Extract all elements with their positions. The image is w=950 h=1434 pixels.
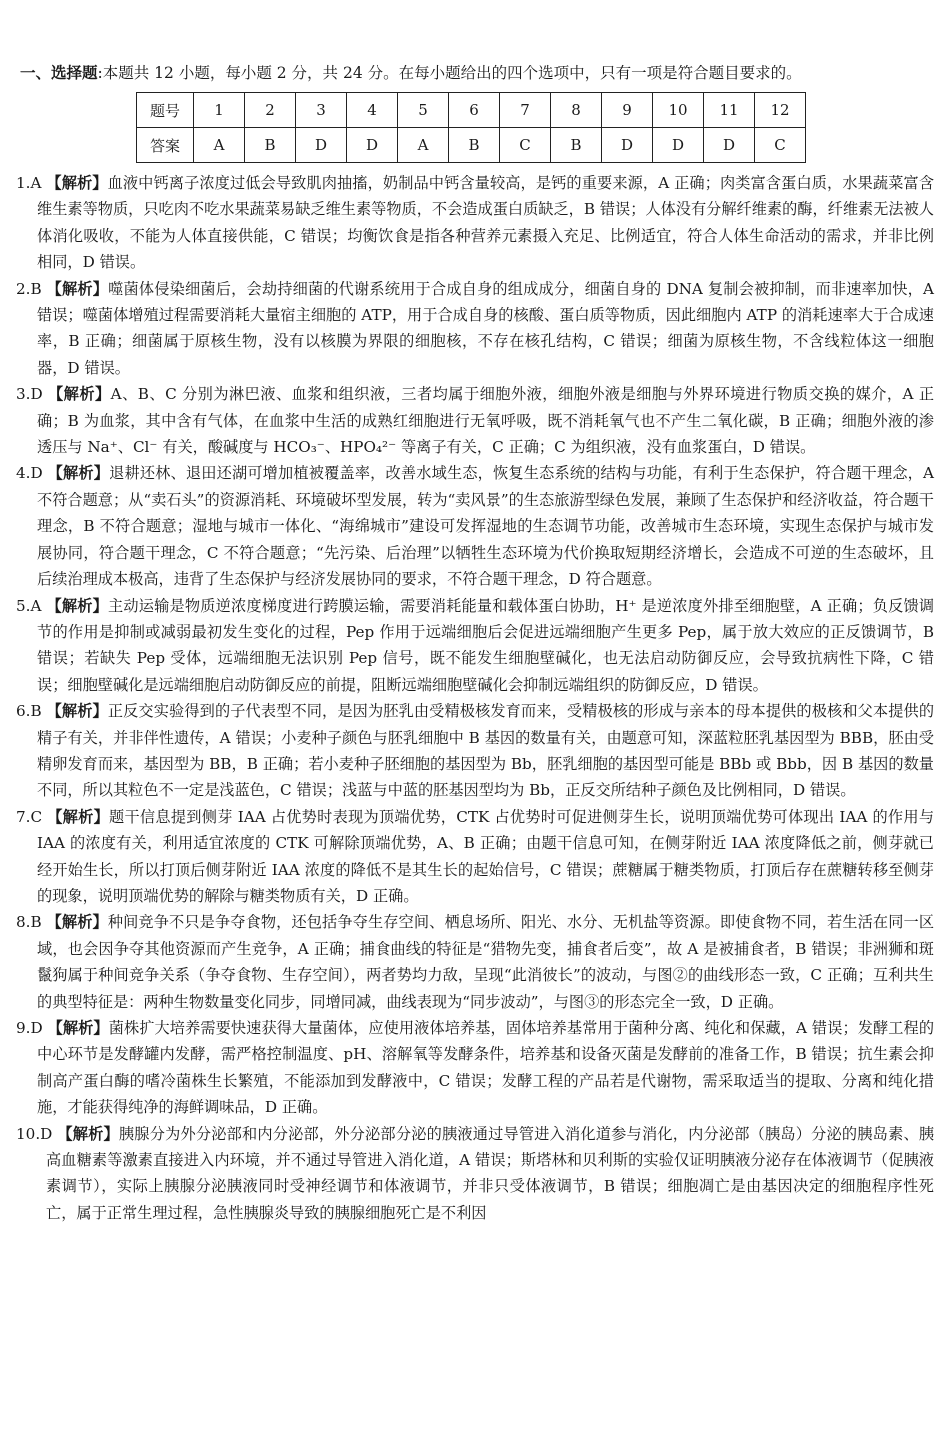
- row-label-question-number: 题号: [137, 93, 194, 128]
- answer-cell: D: [602, 128, 653, 163]
- analysis-tag: 【解析】: [46, 913, 108, 932]
- item-number: 1.A: [16, 174, 42, 192]
- answer-cell: D: [704, 128, 755, 163]
- analysis-tag: 【解析】: [47, 807, 110, 826]
- answer-cell: B: [449, 128, 500, 163]
- question-number-cell: 8: [551, 93, 602, 128]
- question-number-cell: 4: [347, 93, 398, 128]
- answer-row: [137, 128, 806, 163]
- explanation-text: 退耕还林、退田还湖可增加植被覆盖率，改善水域生态，恢复生态系统的结构与功能，有利于生态保护，符合题干理念，A 不符合题意；从“卖石头”的资源消耗、环境破坏型发展，转为“卖风景”的生态旅游型绿色发展，兼顾了生态保护和经济收益，符合题干理念，B 不符合题意；湿地与城市一体化、“海绵城市”建设可发挥湿地的生态调节功能，改善城市生态环境，实现生态保护与城市发展协同，符合题干理念，C 不符合题意；“先污染、后治理”以牺牲生态环境为代价换取短期经济增长，会造成不可逆的生态破坏，且后续治理成本极高，违背了生态保护与经济发展协同的要求，不符合题干理念，D 符合题意。: [37, 464, 935, 589]
- analysis-tag: 【解析】: [57, 1124, 119, 1143]
- section-lead: 一、选择题: [20, 63, 98, 82]
- answer-cell: D: [296, 128, 347, 163]
- explanation-item-7: [16, 804, 934, 910]
- item-number: 2.B: [16, 279, 42, 298]
- section-heading: [20, 62, 802, 84]
- explanation-text: A、B、C 分别为淋巴液、血浆和组织液，三者均属于细胞外液，细胞外液是细胞与外界环境进行物质交换的媒介，A 正确；B 为血浆，其中含有气体，在血浆中生活的成熟红细胞进行无氧呼吸，既不消耗氧气也不产生二氧化碳，B 正确；细胞外液的渗透压与 Na⁺、Cl⁻ 有关，酸碱度与 HCO₃⁻、HPO₄²⁻ 等离子有关，C 正确；C 为组织液，没有血浆蛋白，D 错误。: [37, 385, 935, 457]
- answer-cell: D: [347, 128, 398, 163]
- item-number: 10.D: [16, 1124, 53, 1143]
- explanation-list: [16, 170, 934, 1226]
- answer-cell: C: [755, 128, 806, 163]
- analysis-tag: 【解析】: [47, 464, 110, 483]
- explanation-item-4: [16, 460, 934, 592]
- explanation-text: 主动运输是物质逆浓度梯度进行跨膜运输，需要消耗能量和载体蛋白协助，H⁺ 是逆浓度外排至细胞壁，A 正确；负反馈调节的作用是抑制或减弱最初发生变化的过程，Pep 作用于远端细胞后会促进远端细胞产生更多 Pep，属于放大效应的正反馈调节，B 错误；若缺失 Pep 受体，远端细胞无法识别 Pep 信号，既不能发生细胞壁碱化，也无法启动防御反应，会导致抗病性下降，C 错误；细胞壁碱化是远端细胞启动防御反应的前提，阻断远端细胞壁碱化会抑制远端组织的防御反应，D 错误。: [37, 596, 935, 694]
- item-number: 9.D: [16, 1019, 43, 1037]
- question-number-cell: 2: [245, 93, 296, 128]
- explanation-item-8: [16, 909, 934, 1015]
- answer-cell: A: [194, 128, 245, 163]
- explanation-text: 菌株扩大培养需要快速获得大量菌体，应使用液体培养基，固体培养基常用于菌种分离、纯化和保藏，A 错误；发酵工程的中心环节是发酵罐内发酵，需严格控制温度、pH、溶解氧等发酵条件，培养基和设备灭菌是发酵前的准备工作，B 错误；抗生素会抑制高产蛋白酶的嗜冷菌株生长繁殖，不能添加到发酵液中，C 错误；发酵工程的产品若是代谢物，需采取适当的提取、分离和纯化措施，才能获得纯净的海鲜调味品，D 正确。: [37, 1019, 935, 1117]
- row-label-answer: 答案: [137, 128, 194, 163]
- question-number-cell: 9: [602, 93, 653, 128]
- item-number: 6.B: [16, 702, 42, 721]
- question-number-cell: 5: [398, 93, 449, 128]
- answer-cell: C: [500, 128, 551, 163]
- item-number: 8.B: [16, 913, 42, 932]
- page-bottom-edge: [0, 1421, 950, 1434]
- question-number-cell: 7: [500, 93, 551, 128]
- explanation-item-1: [16, 170, 934, 276]
- section-instructions: :本题共 12 小题，每小题 2 分，共 24 分。在每小题给出的四个选项中，只有一项是符合题目要求的。: [97, 64, 802, 82]
- question-number-cell: 6: [449, 93, 500, 128]
- question-number-cell: 10: [653, 93, 704, 128]
- explanation-text: 正反交实验得到的子代表型不同，是因为胚乳由受精极核发育而来，受精极核的形成与亲本的母本提供的极核和父本提供的精子有关，并非伴性遗传，A 错误；小麦种子颜色与胚乳细胞中 B 基因的数量有关，由题意可知，深蓝粒胚乳基因型为 BBB，胚由受精卵发育而来，基因型为 BB，B 正确；若小麦种子胚细胞的基因型为 Bb，胚乳细胞的基因型可能是 BBb 或 Bbb，因 B 基因的数量不同，所以其粒色不一定是浅蓝色，C 错误；浅蓝与中蓝的胚基因型均为 Bb，正反交所结种子颜色及比例相同，D 错误。: [37, 702, 935, 800]
- analysis-tag: 【解析】: [46, 702, 108, 721]
- item-number: 3.D: [16, 385, 43, 404]
- explanation-item-6: [16, 698, 934, 804]
- analysis-tag: 【解析】: [46, 174, 108, 192]
- explanation-text: 种间竞争不只是争夺食物，还包括争夺生存空间、栖息场所、阳光、水分、无机盐等资源。即使食物不同，若生活在同一区域，也会因争夺其他资源而产生竞争，A 正确；捕食曲线的特征是“猎物先变，捕食者后变”，故 A 是被捕食者，B 错误；非洲狮和斑鬣狗属于种间竞争关系（争夺食物、生存空间），两者势均力敌，呈现“此消彼长”的波动，与图②的曲线形态一致，C 正确；互利共生的典型特征是：两种生物数量变化同步，同增同减，曲线表现为“同步波动”，与图③的形态完全一致，D 正确。: [37, 913, 935, 1011]
- answer-cell: B: [245, 128, 296, 163]
- explanation-item-5: [16, 593, 934, 699]
- item-number: 4.D: [16, 464, 43, 483]
- analysis-tag: 【解析】: [47, 1019, 109, 1037]
- question-number-cell: 11: [704, 93, 755, 128]
- explanation-item-2: [16, 276, 934, 382]
- explanation-item-10: [16, 1121, 934, 1227]
- item-number: 7.C: [16, 807, 43, 826]
- explanation-text: 血液中钙离子浓度过低会导致肌肉抽搐，奶制品中钙含量较高，是钙的重要来源，A 正确；肉类富含蛋白质，水果蔬菜富含维生素等物质，只吃肉不吃水果蔬菜易缺乏维生素等物质，不会造成蛋白质缺乏，B 错误；人体没有分解纤维素的酶，纤维素无法被人体消化吸收，不能为人体直接供能，C 错误；均衡饮食是指各种营养元素摄入充足、比例适宜，符合人体生命活动的需求，并非比例相同，D 错误。: [37, 174, 935, 272]
- answer-table: [136, 92, 806, 163]
- explanation-item-3: [16, 381, 934, 460]
- explanation-item-9: [16, 1015, 934, 1121]
- explanation-text: 胰腺分为外分泌部和内分泌部，外分泌部分泌的胰液通过导管进入消化道参与消化，内分泌部（胰岛）分泌的胰岛素、胰高血糖素等激素直接进入内环境，并不通过导管进入消化道，A 错误；斯塔林和贝利斯的实验仅证明胰液分泌存在体液调节（促胰液素调节），实际上胰腺分泌胰液同时受神经调节和体液调节，并非只受体液调节，B 错误；细胞凋亡是由基因决定的细胞程序性死亡，属于正常生理过程，急性胰腺炎导致的胰腺细胞死亡是不利因: [46, 1124, 935, 1222]
- explanation-text: 题干信息提到侧芽 IAA 占优势时表现为顶端优势，CTK 占优势时可促进侧芽生长，说明顶端优势可体现出 IAA 的作用与 IAA 的浓度有关，利用适宜浓度的 CTK 可解除顶端优势，A、B 正确；由题干信息可知，在侧芽附近 IAA 浓度降低之前，侧芽就已经开始生长，所以打顶后侧芽附近 IAA 浓度的降低不是其生长的起始信号，C 错误；蔗糖属于糖类物质，打顶后存在蔗糖转移至侧芽的现象，说明顶端优势的解除与糖类物质有关，D 正确。: [37, 807, 935, 905]
- answer-cell: B: [551, 128, 602, 163]
- answer-cell: A: [398, 128, 449, 163]
- question-number-cell: 12: [755, 93, 806, 128]
- question-number-cell: 3: [296, 93, 347, 128]
- analysis-tag: 【解析】: [46, 596, 108, 615]
- analysis-tag: 【解析】: [46, 279, 109, 298]
- explanation-text: 噬菌体侵染细菌后，会劫持细菌的代谢系统用于合成自身的组成成分，细菌自身的 DNA 复制会被抑制，而非速率加快，A 错误；噬菌体增殖过程需要消耗大量宿主细胞的 ATP，用于合成自身的核酸、蛋白质等物质，因此细胞内 ATP 的消耗速率大于合成速率，B 正确；细菌属于原核生物，没有以核膜为界限的细胞核，不存在核孔结构，C 错误；细菌为原核生物，不含线粒体这一细胞器，D 错误。: [37, 279, 935, 377]
- question-number-cell: 1: [194, 93, 245, 128]
- analysis-tag: 【解析】: [47, 385, 111, 404]
- item-number: 5.A: [16, 596, 42, 615]
- question-number-row: [137, 93, 806, 128]
- answer-cell: D: [653, 128, 704, 163]
